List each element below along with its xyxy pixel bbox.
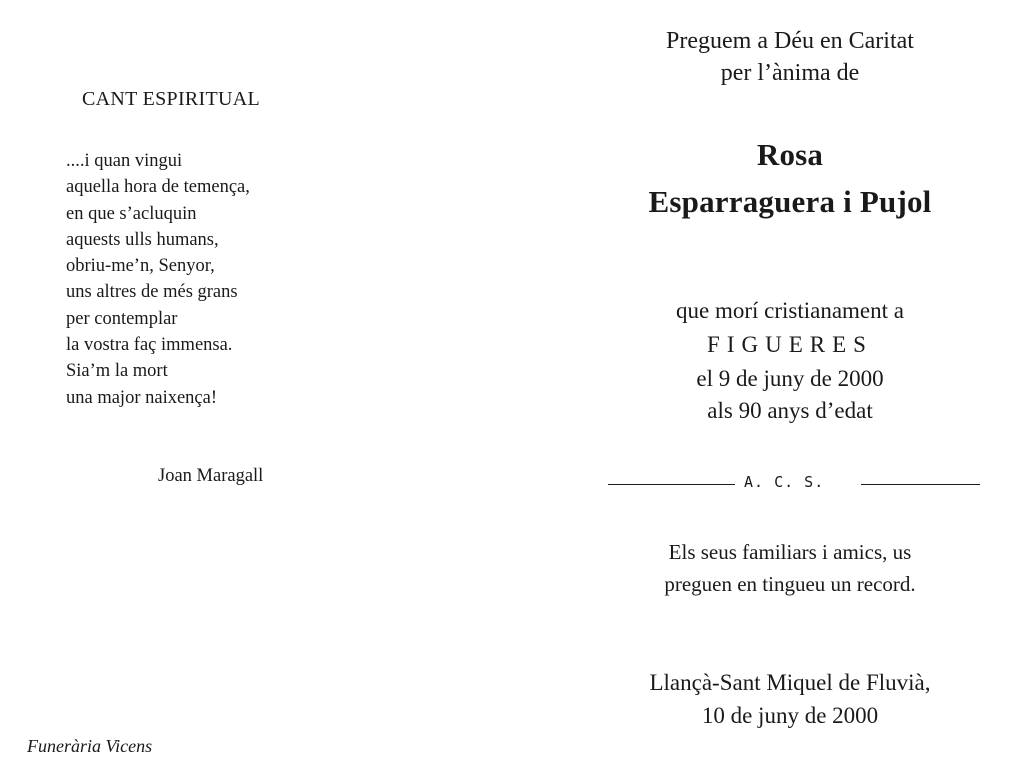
- funeral-home-name: Funerària Vicens: [27, 736, 153, 756]
- age-at-death: als 90 anys d’edat: [707, 398, 873, 423]
- acs-abbreviation: A. C. S.: [744, 473, 825, 491]
- place-line: Llançà-Sant Miquel de Fluvià,: [649, 670, 931, 695]
- acs-divider: [608, 472, 980, 496]
- poem-line: la vostra faç immensa.: [66, 335, 233, 356]
- poem-line: ....i quan vingui: [66, 151, 183, 171]
- card-date: 10 de juny de 2000: [701, 703, 879, 728]
- poem-line: per contemplar: [66, 308, 178, 329]
- poem-line: aquests ulls humans,: [66, 229, 219, 250]
- prayer-heading-line-1: Preguem a Déu en Caritat: [666, 28, 914, 54]
- death-date: el 9 de juny de 2000: [696, 366, 884, 391]
- family-message-line-1: Els seus familiars i amics, us: [668, 540, 912, 564]
- poem-line: obriu-me’n, Senyor,: [66, 256, 215, 277]
- poem-line: en que s’acluquin: [66, 203, 197, 224]
- poem-line: aquella hora de temença,: [66, 177, 250, 198]
- death-city: FIGUERES: [707, 332, 873, 357]
- poem-author: Joan Maragall: [158, 466, 264, 486]
- poem-line: Sia’m la mort: [66, 361, 168, 382]
- prayer-heading-line-2: per l’ànima de: [720, 60, 860, 86]
- divider-line-left: [608, 484, 735, 485]
- poem-line: una major naixença!: [66, 387, 218, 408]
- poem-title: CANT ESPIRITUAL: [82, 88, 261, 110]
- poem-line: uns altres de més grans: [66, 282, 238, 303]
- deceased-surnames: Esparraguera i Pujol: [648, 184, 932, 219]
- deceased-first-name: Rosa: [756, 137, 824, 172]
- death-statement: que morí cristianament a: [675, 298, 904, 323]
- divider-line-right: [861, 484, 980, 485]
- family-message-line-2: preguen en tingueu un record.: [664, 572, 916, 596]
- poem: [66, 148, 250, 411]
